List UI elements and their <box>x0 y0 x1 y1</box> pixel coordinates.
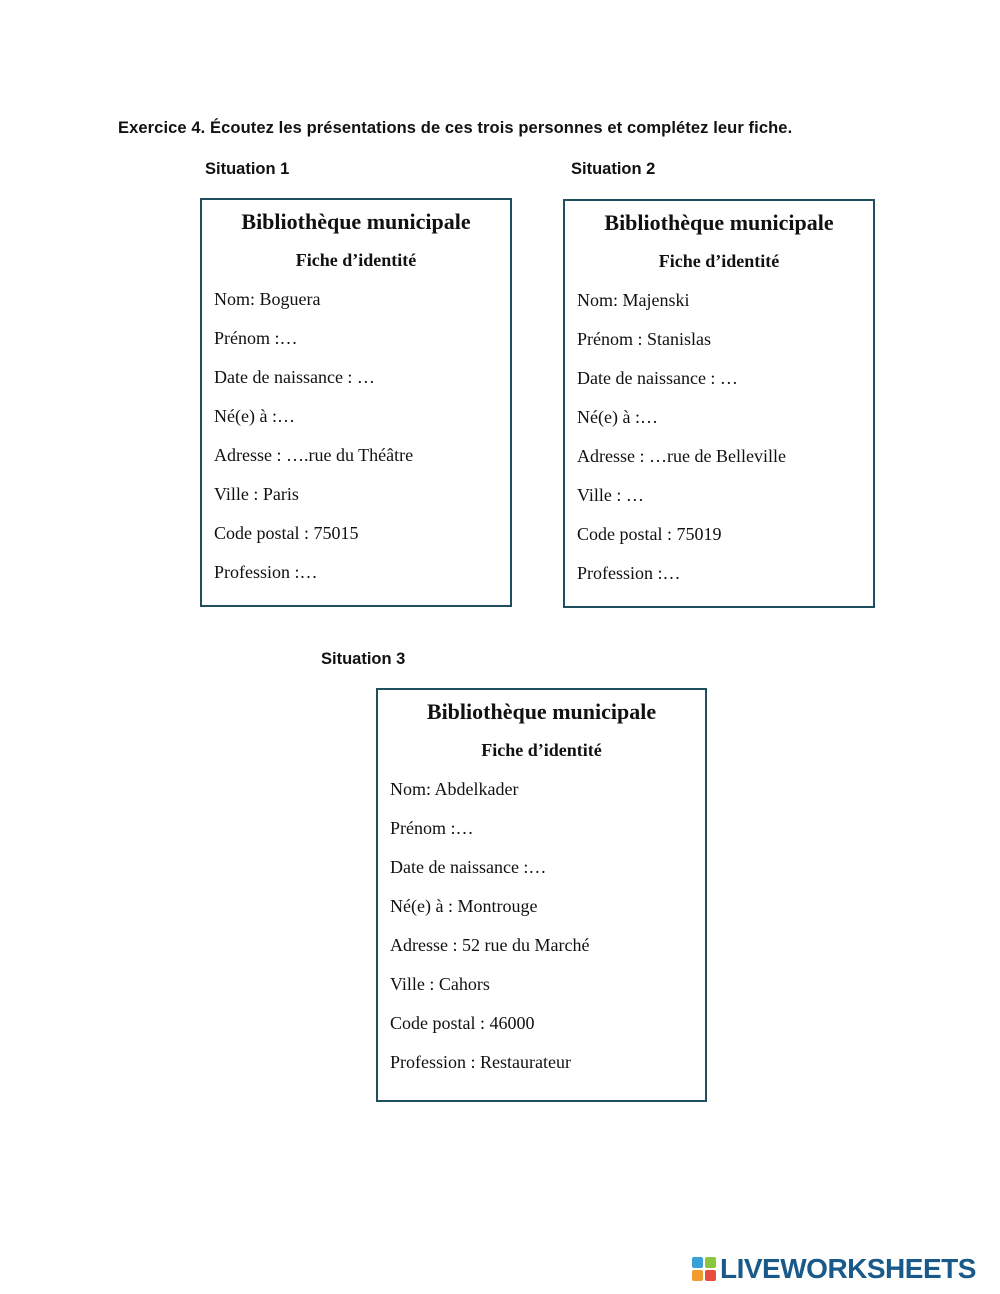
logo-text: LIVEWORKSHEETS <box>720 1253 976 1284</box>
field-adresse: Adresse : ….rue du Théâtre <box>214 445 414 465</box>
liveworksheets-logo <box>692 1254 976 1284</box>
field-lieu-naissance: Né(e) à :… <box>577 407 658 427</box>
field-ville: Ville : Paris <box>214 484 299 504</box>
field-prenom: Prénom : Stanislas <box>577 329 711 349</box>
field-nom: Nom: Majenski <box>577 290 690 310</box>
field-profession: Profession :… <box>577 563 681 583</box>
field-date-naissance: Date de naissance :… <box>390 857 547 877</box>
card-subtitle: Fiche d’identité <box>658 251 780 271</box>
situation-1-card <box>200 198 512 607</box>
situation-2-label: Situation 2 <box>571 160 656 178</box>
situation-2-card <box>563 199 875 608</box>
field-code-postal: Code postal : 75015 <box>214 523 359 543</box>
card-title: Bibliothèque municipale <box>604 210 834 235</box>
card-title: Bibliothèque municipale <box>426 699 657 724</box>
field-date-naissance: Date de naissance : … <box>214 367 375 387</box>
card-subtitle: Fiche d’identité <box>481 740 602 760</box>
field-code-postal: Code postal : 46000 <box>390 1013 535 1033</box>
card-title: Bibliothèque municipale <box>241 209 471 234</box>
field-prenom: Prénom :… <box>390 818 474 838</box>
situation-1-label: Situation 1 <box>205 160 290 178</box>
field-profession: Profession :… <box>214 562 318 582</box>
card-subtitle: Fiche d’identité <box>295 250 417 270</box>
field-adresse: Adresse : 52 rue du Marché <box>390 935 590 955</box>
exercise-instruction: Exercice 4. Écoutez les présentations de ces trois personnes et complétez leur fiche. <box>118 119 793 137</box>
field-profession: Profession : Restaurateur <box>390 1052 571 1072</box>
field-date-naissance: Date de naissance : … <box>577 368 738 388</box>
field-ville: Ville : … <box>577 485 644 505</box>
situation-3-card <box>376 688 707 1102</box>
situation-3-label: Situation 3 <box>321 650 406 668</box>
liveworksheets-logo-icon <box>692 1257 716 1281</box>
field-nom: Nom: Boguera <box>214 289 321 309</box>
field-code-postal: Code postal : 75019 <box>577 524 722 544</box>
field-nom: Nom: Abdelkader <box>390 779 519 799</box>
field-adresse: Adresse : …rue de Belleville <box>577 446 786 466</box>
field-ville: Ville : Cahors <box>390 974 490 994</box>
field-lieu-naissance: Né(e) à :… <box>214 406 295 426</box>
field-prenom: Prénom :… <box>214 328 298 348</box>
field-lieu-naissance: Né(e) à : Montrouge <box>390 896 538 916</box>
